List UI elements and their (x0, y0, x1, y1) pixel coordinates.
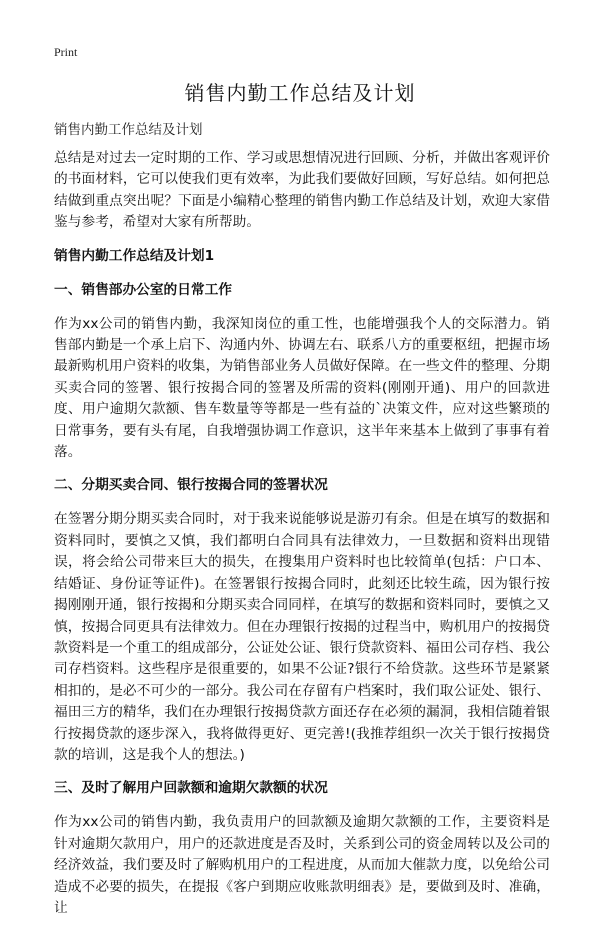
intro-paragraph: 总结是对过去一定时期的工作、学习或思想情况进行回顾、分析，并做出客观评价的书面材料，它可以使我们更有效率，为此我们要做好回顾，写好总结。如何把总结做到重点突出呢？下面是小编精心整理的销售内勤工作总结及计划，欢迎大家借鉴与参考，希望对大家有所帮助。 (54, 150, 550, 231)
section-heading-1: 一、销售部办公室的日常工作 (54, 281, 232, 298)
page-title: 销售内勤工作总结及计划 (184, 81, 416, 105)
section-paragraph-1: 作为xx公司的销售内勤，我深知岗位的重工性，也能增强我个人的交际潜力。销售部内勤是一个承上启下、沟通内外、协调左右、联系八方的重要枢纽，把握市场最新购机用户资料的收集，为销售部业务人员做好保障。在一些文件的整理、分期买卖合同的签署、银行按揭合同的签署及所需的资料(刚刚开通)、用户的回款进度、用户逾期欠款额、售车数量等等都是一些有益的`决策文件，应对这些繁琐的日常事务，要有头有尾，自我增强协调工作意识，这半年来基本上做到了事事有着落。 (54, 315, 550, 461)
section-heading-3: 三、及时了解用户回款额和逾期欠款额的状况 (54, 780, 328, 797)
document-subtitle: 销售内勤工作总结及计划 (54, 122, 203, 138)
document-body (54, 148, 550, 931)
section-heading-2: 二、分期买卖合同、银行按揭合同的签署状况 (54, 477, 328, 494)
section-paragraph-2: 在签署分期分期买卖合同时，对于我来说能够说是游刃有余。但是在填写的数据和资料同时，要慎之又慎，我们都明白合同具有法律效力，一旦数据和资料出现错误，将会给公司带来巨大的损失，在搜集用户资料时也比较简单(包括：户口本、结婚证、身份证等证件)。在签署银行按揭合同时，此刻还比较生疏，因为银行按揭刚刚开通，银行按揭和分期买卖合同同样，在填写的数据和资料同时，要慎之又慎，按揭合同更具有法律效力。但在办理银行按揭的过程当中，购机用户的按揭贷款资料是一个重工的组成部分，公证处公证、银行贷款资料、福田公司存档、我公司存档资料。这些程序是很重要的，如果不公证?银行不给贷款。这些环节是紧紧相扣的，是必不可少的一部分。我公司在存留有户档案时，我们取公证处、银行、福田三方的精华，我们在办理银行按揭贷款方面还存在必须的漏洞，我相信随着银行按揭贷款的逐步深入，我将做得更好、更完善!(我推荐组织一次关于银行按揭贷款的培训，这是我个人的想法。) (54, 511, 550, 763)
section-paragraph-3: 作为xx公司的销售内勤，我负责用户的回款额及逾期欠款额的工作，主要资料是针对逾期欠款用户，用户的还款进度是否及时，关系到公司的资金周转以及公司的经济效益，我们要及时了解购机用户的工程进度，从而加大催款力度，以免给公司造成不必要的损失，在提报《客户到期应收账款明细表》是，要做到及时、准确，让 (54, 814, 550, 916)
print-label[interactable]: Print (54, 45, 78, 59)
article-heading: 销售内勤工作总结及计划1 (54, 247, 215, 264)
